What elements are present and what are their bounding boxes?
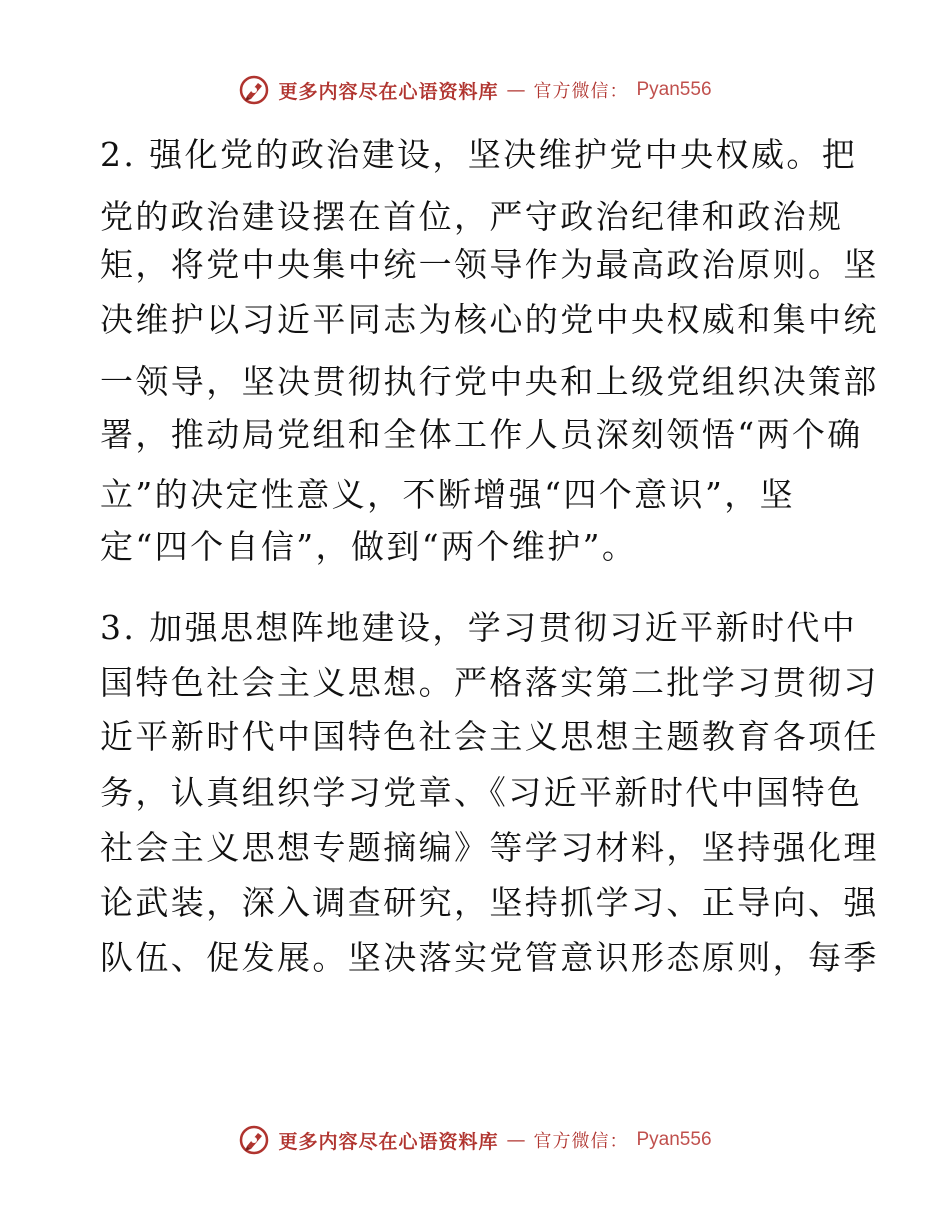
pen-logo-icon — [238, 1124, 270, 1156]
footer-site-text: 更多内容尽在心语资料库 — [278, 1130, 499, 1153]
header-wechat-id: Pyan556 — [636, 79, 712, 100]
text-line: 队伍、促发展。坚决落实党管意识形态原则，每季 — [100, 938, 879, 977]
text-line: 一领导，坚决贯彻执行党中央和上级党组织决策部 — [100, 362, 879, 401]
text-line: 署，推动局党组和全体工作人员深刻领悟“两个确 — [100, 415, 863, 454]
text-line: 国特色社会主义思想。严格落实第二批学习贯彻习 — [100, 663, 879, 702]
footer-dash: — — [506, 1129, 526, 1151]
header-dash: — — [506, 79, 526, 101]
footer-wechat-label: 官方微信： — [533, 1131, 629, 1152]
text-line: 2. 强化党的政治建设，坚决维护党中央权威。把 — [100, 135, 858, 174]
text-line: 社会主义思想专题摘编》等学习材料，坚持强化理 — [100, 828, 879, 867]
header-wechat-label: 官方微信： — [533, 81, 629, 102]
text-line: 党的政治建设摆在首位，严守政治纪律和政治规 — [100, 197, 844, 236]
footer-wechat-id: Pyan556 — [636, 1129, 712, 1150]
text-line: 决维护以习近平同志为核心的党中央权威和集中统 — [100, 300, 879, 339]
text-line: 立”的决定性意义，不断增强“四个意识”，坚 — [100, 475, 796, 514]
text-line: 矩，将党中央集中统一领导作为最高政治原则。坚 — [100, 245, 879, 284]
footer-banner — [0, 1120, 950, 1160]
text-line: 3. 加强思想阵地建设，学习贯彻习近平新时代中 — [100, 608, 858, 647]
text-line: 论武装，深入调查研究，坚持抓学习、正导向、强 — [100, 883, 879, 922]
text-line: 务，认真组织学习党章、《习近平新时代中国特色 — [100, 773, 863, 812]
pen-logo-icon — [238, 74, 270, 106]
header-banner — [0, 70, 950, 110]
header-site-text: 更多内容尽在心语资料库 — [278, 80, 499, 103]
text-line: 定“四个自信”，做到“两个维护”。 — [100, 527, 638, 566]
text-line: 近平新时代中国特色社会主义思想主题教育各项任 — [100, 717, 879, 756]
